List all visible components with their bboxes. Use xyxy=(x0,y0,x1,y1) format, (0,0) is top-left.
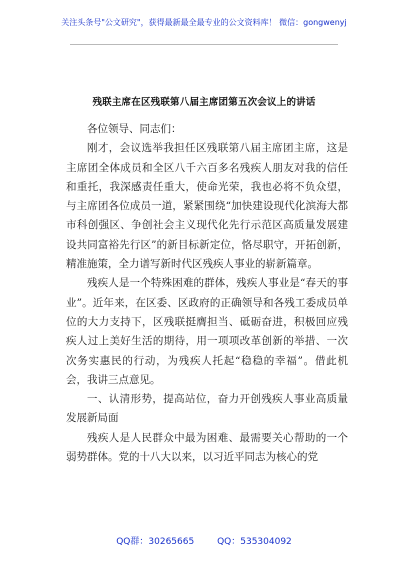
header-promo-note: 关注头条号"公文研究"，获得最新最全最专业的公文资料库！ 微信：gongwenyj xyxy=(61,18,347,27)
salutation-paragraph: 各位领导、同志们： xyxy=(87,123,182,135)
document-title: 残联主席在区残联第八届主席团第五次会议上的讲话 xyxy=(92,97,316,108)
body-paragraph: 刚才，会议选举我担任区残联第八届主席团主席，这是主席团全体成员和全区八千六百多名残疾人朋友对我的信任和重托，我深感责任重大，使命光荣，我也必将不负众望，与主席团各位成员一道，紧紧围绕“加快建设现代化滨海大都市科创强区、争创社会主义现代化先行示范区高质量发展建设共同富裕先行区”的新目标新定位，恪尽职守，开拓创新，精准施策，全力谱写新时代区残疾人事业的崭新篇章。 xyxy=(66,142,348,271)
footer-qq-number: QQ：535304092 xyxy=(217,537,292,547)
section-heading: 一、认清形势，提高站位，奋力开创残疾人事业高质量发展新局面 xyxy=(66,393,348,425)
body-paragraph: 残疾人是人民群众中最为困难、最需要关心帮助的一个弱势群体。党的十八大以来，以习近平同志为核心的党 xyxy=(66,431,348,464)
footer-qq-group: QQ群：30265665 xyxy=(116,537,195,547)
document-body xyxy=(66,120,348,467)
body-paragraph: 残疾人是一个特殊困难的群体，残疾人事业是“春天的事业”。近年来，在区委、区政府的正确领导和各残工委成员单位的大力支持下，区残联挺膺担当、砥砺奋进，积极回应残疾人过上美好生活的期待，用一项项改革创新的举措、一次次务实惠民的行动，为残疾人托起“稳稳的幸福”。借此机会，我讲三点意见。 xyxy=(66,277,348,386)
header-divider xyxy=(70,44,338,45)
footer-contacts xyxy=(0,536,408,548)
